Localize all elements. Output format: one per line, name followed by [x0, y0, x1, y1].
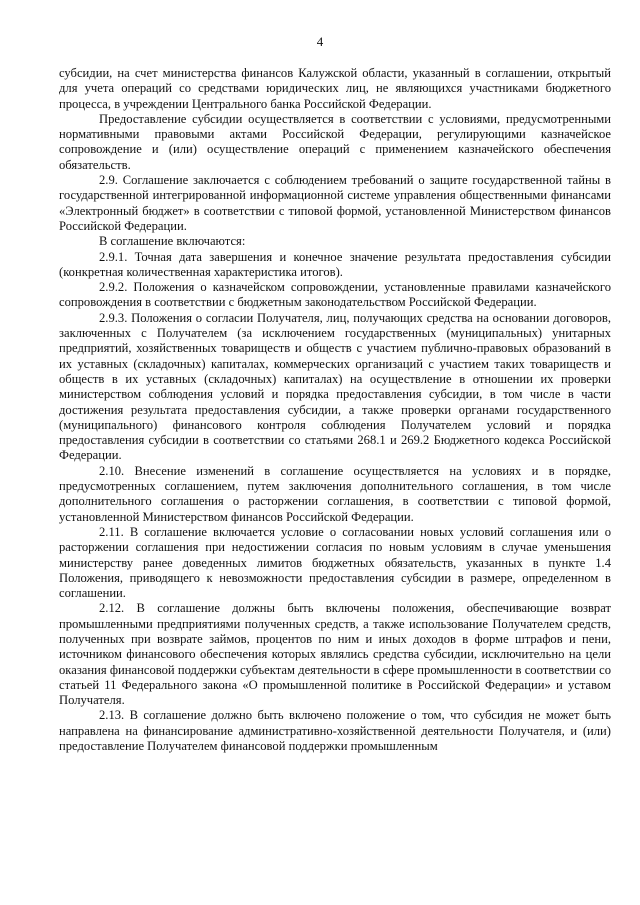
page-number: 4 — [316, 34, 324, 49]
paragraph-2-9: 2.9. Соглашение заключается с соблюдением требований о защите государственной тайны в государственной интегрированной информационной системе управления общественными финансами «Электронный бюджет» в соответствии с типовой формой, установленной Министерством финансов Российской Федерации. — [59, 173, 611, 233]
paragraph-2-12: 2.12. В соглашение должны быть включены положения, обеспечивающие возврат промышленными предприятиями полученных средств, а также использование Получателем средств, полученных при возврате займов, процентов по ним и иных доходов в форме штрафов и пени, источником финансового обеспечения которых являлись средства субсидии, исключительно на цели оказания финансовой поддержки субъектам деятельности в сфере промышленности в соответствии со статьей 11 Федерального закона «О промышленной политике в Российской Федерации» и уставом Получателя. — [59, 601, 611, 708]
paragraph-2-9-1: 2.9.1. Точная дата завершения и конечное значение результата предоставления субсидии (конкретная количественная характеристика итогов). — [59, 249, 611, 279]
paragraph-2-10: 2.10. Внесение изменений в соглашение осуществляется на условиях и в порядке, предусмотренных соглашением, путем заключения дополнительного соглашения, в том числе дополнительного соглашения о расторжении соглашения, в соответствии с типовой формой, установленной Министерством финансов Российской Федерации. — [59, 463, 611, 524]
document-body — [59, 66, 611, 754]
paragraph-2-9-2: 2.9.2. Положения о казначейском сопровождении, установленные правилами казначейского сопровождения в соответствии с бюджетным законодательством Российской Федерации. — [59, 280, 611, 310]
paragraph-2-13: 2.13. В соглашение должно быть включено положение о том, что субсидия не может быть направлена на финансирование административно-хозяйственной деятельности Получателя, и (или) предоставление Получателем финансовой поддержки промышленным — [59, 708, 611, 754]
paragraph-continuation: субсидии, на счет министерства финансов Калужской области, указанный в соглашении, открытый для учета операций со средствами юридических лиц, не являющихся участниками бюджетного процесса, в учреждении Центрального банка Российской Федерации. — [59, 66, 611, 111]
paragraph-treasury-conditions: Предоставление субсидии осуществляется в соответствии с условиями, предусмотренными нормативными правовыми актами Российской Федерации, регулирующими казначейское сопровождение и (или) осуществление операций с применением казначейского обеспечения обязательств. — [59, 111, 611, 172]
paragraph-agreement-includes: В соглашение включаются: — [99, 234, 246, 249]
paragraph-2-11: 2.11. В соглашение включается условие о согласовании новых условий соглашения или о расторжении соглашения при недостижении согласия по новым условиям в случае уменьшения министерству ранее доведенных лимитов бюджетных обязательств, указанных в пункте 1.4 Положения, приводящего к невозможности предоставления субсидии в размере, определенном в соглашении. — [59, 524, 611, 601]
paragraph-2-9-3: 2.9.3. Положения о согласии Получателя, лиц, получающих средства на основании договоров, заключенных с Получателем (за исключением государственных (муниципальных) унитарных предприятий, хозяйственных товариществ и обществ с участием публично-правовых образований в их уставных (складочных) капиталах, коммерческих организаций с участием таких товариществ и обществ в их уставных (складочных) капиталах) на осуществление в отношении их проверки министерством соблюдения условий и порядка предоставления субсидии, в том числе в части достижения результата предоставления субсидии, а также проверки органами государственного (муниципального) финансового контроля соблюдения Получателем условий и порядка предоставления субсидии в соответствии со статьями 268.1 и 269.2 Бюджетного кодекса Российской Федерации. — [59, 310, 611, 463]
